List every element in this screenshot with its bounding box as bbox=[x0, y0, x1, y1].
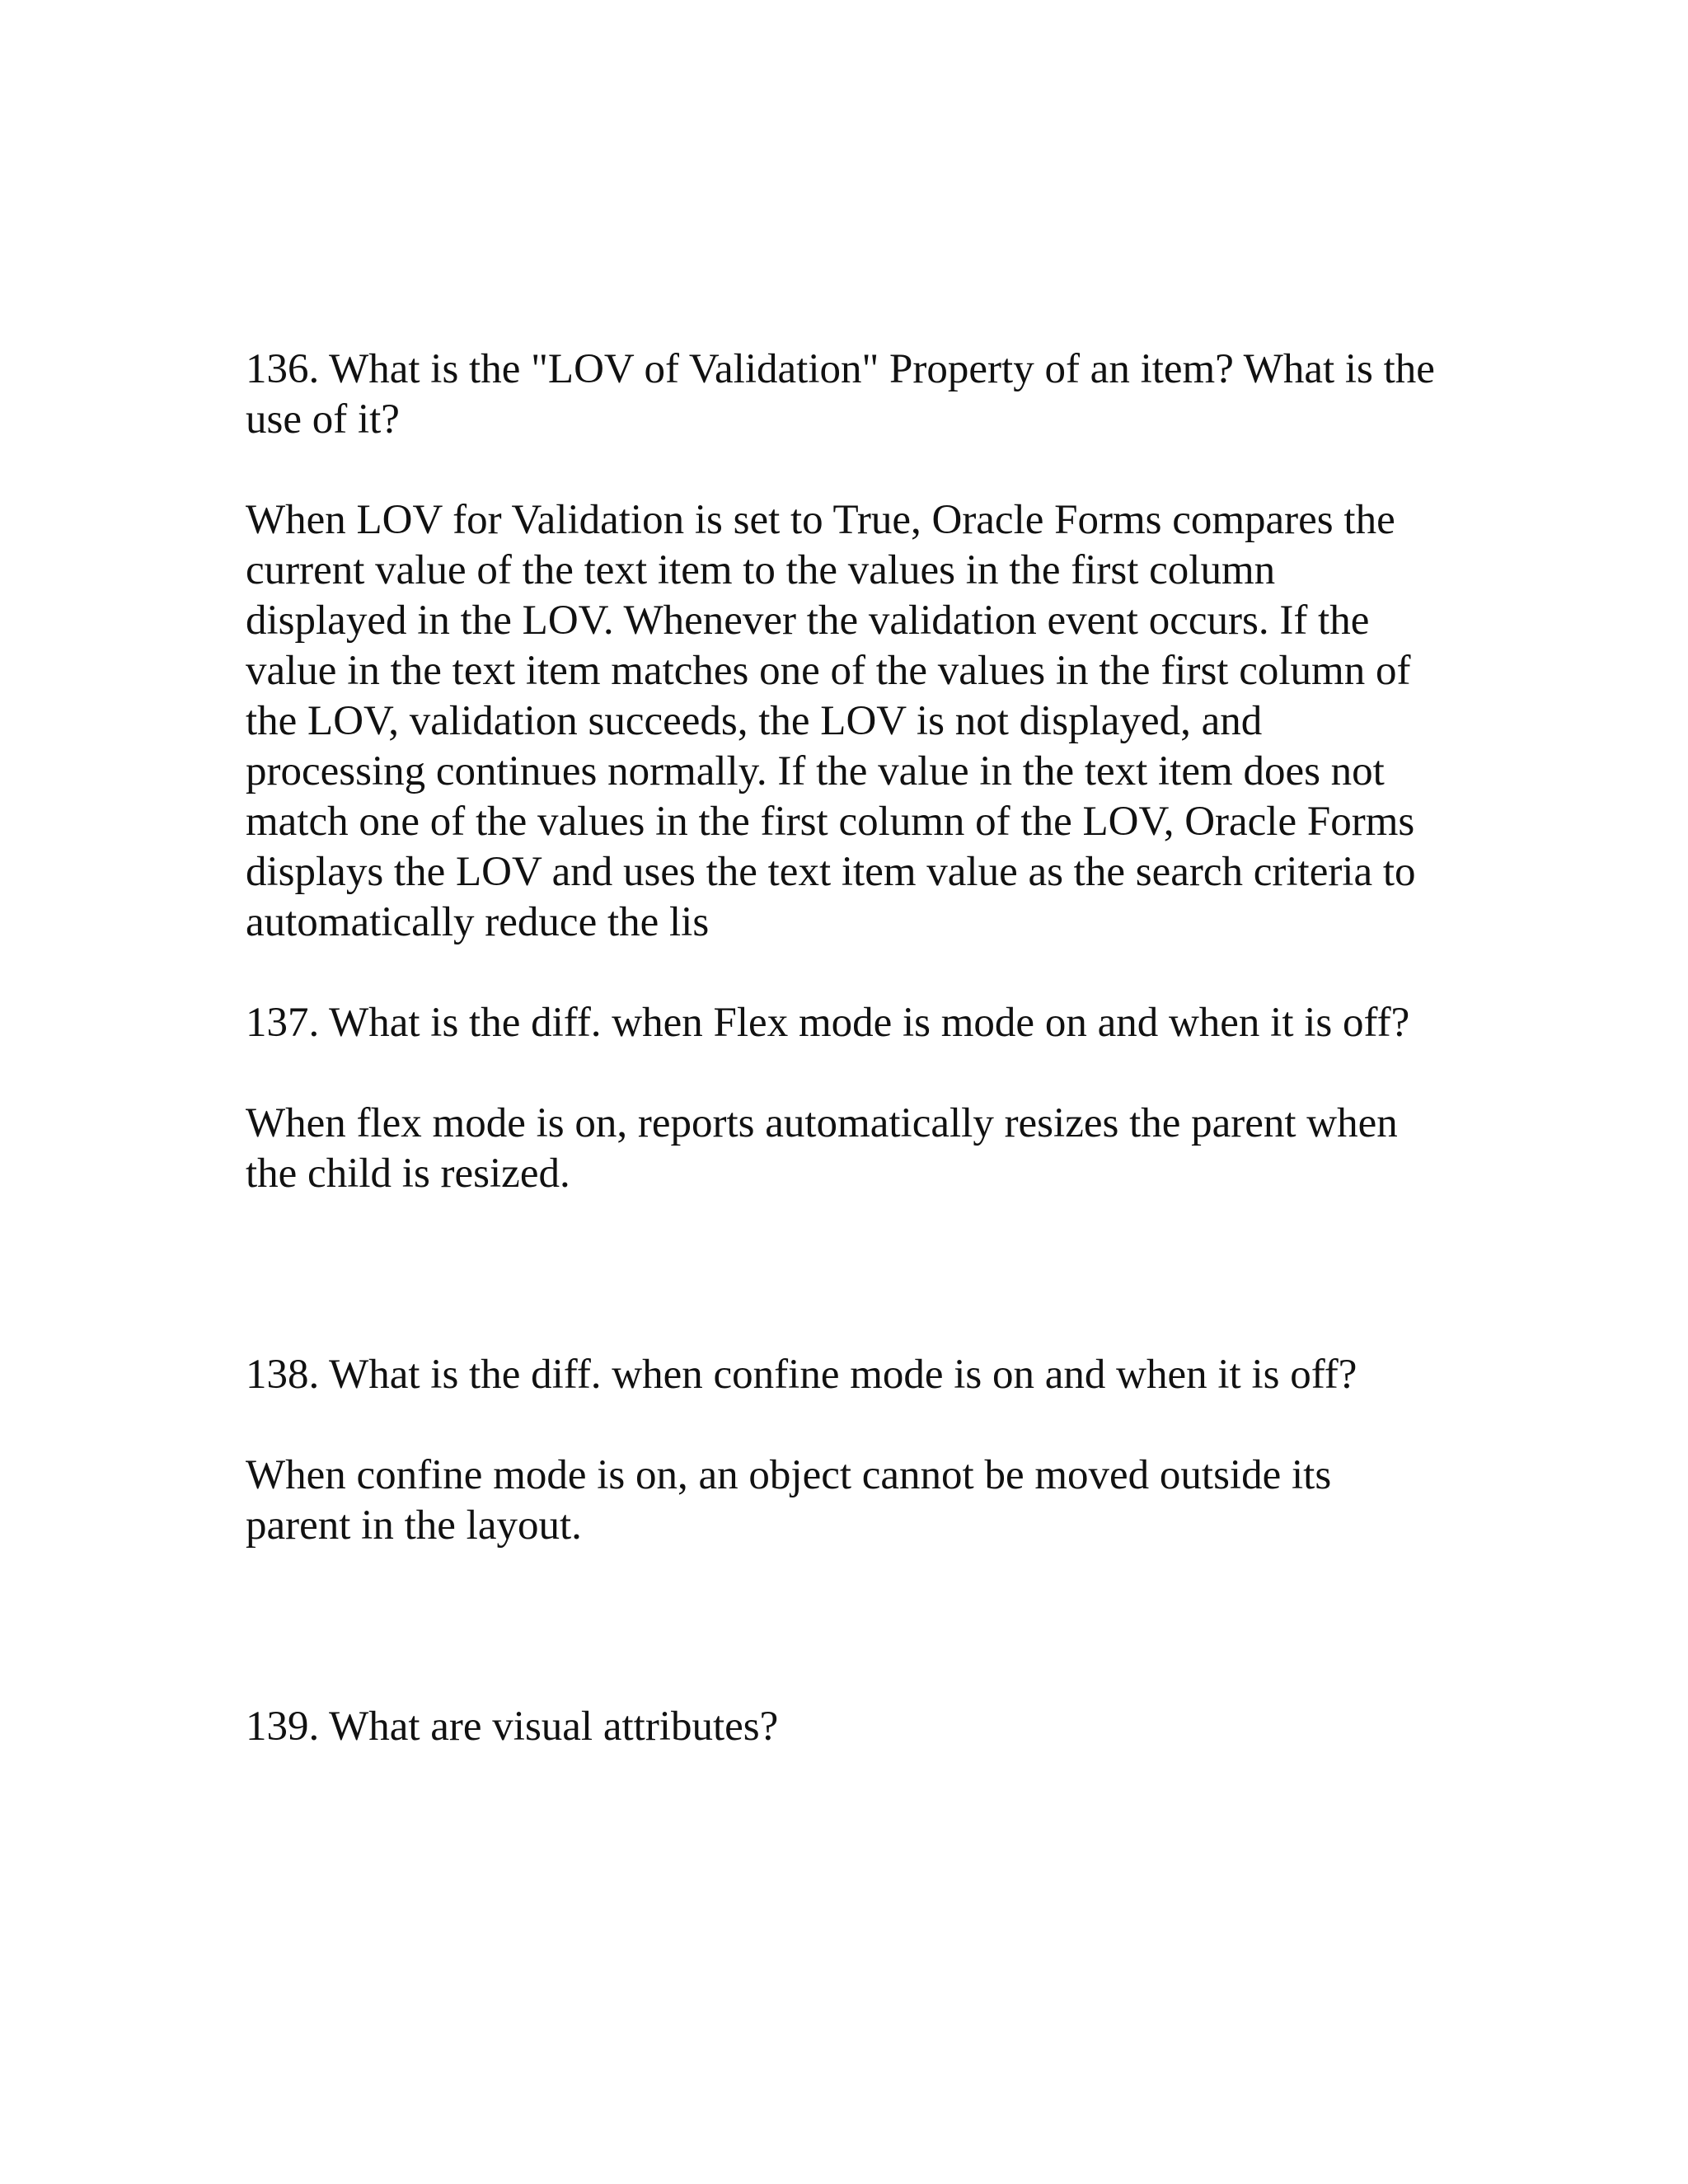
document-content bbox=[246, 344, 1441, 1752]
answer-138: When confine mode is on, an object cannot be moved outside its parent in the layout. bbox=[246, 1452, 1332, 1549]
question-139: 139. What are visual attributes? bbox=[246, 1704, 779, 1750]
answer-136: When LOV for Validation is set to True, Oracle Forms compares the current value of the text item to the values in the first column displayed in the LOV. Whenever the validation event occurs. If the value in the text item matches one of the values in the first column of the LOV, validation succeeds, the LOV is not displayed, and processing continues normally. If the value in the text item does not match one of the values in the first column of the LOV, Oracle Forms displays the LOV and uses the text item value as the search criteria to automatically reduce the lis bbox=[246, 497, 1416, 945]
answer-137: When flex mode is on, reports automatically resizes the parent when the child is resized. bbox=[246, 1100, 1398, 1197]
question-138: 138. What is the diff. when confine mode is on and when it is off? bbox=[246, 1352, 1357, 1398]
question-137: 137. What is the diff. when Flex mode is mode on and when it is off? bbox=[246, 1000, 1410, 1046]
question-136: 136. What is the "LOV of Validation" Property of an item? What is the use of it? bbox=[246, 346, 1435, 443]
